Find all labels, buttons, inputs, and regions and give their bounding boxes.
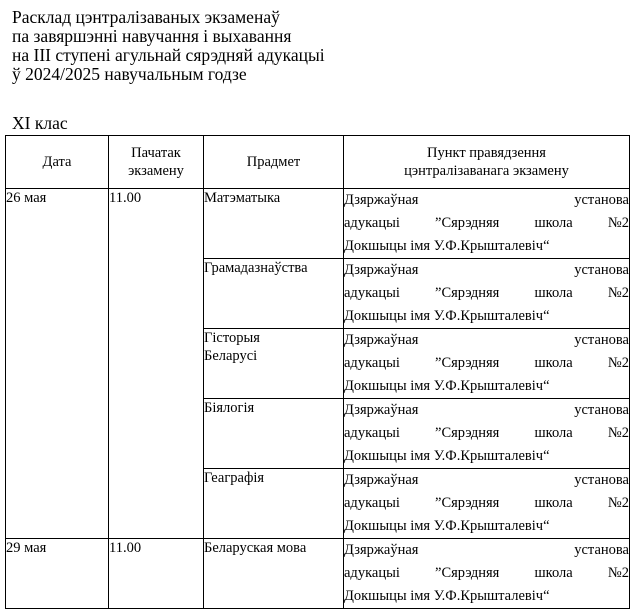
title-line-1: Расклад цэнтралізаваных экзаменаў (12, 7, 280, 27)
title-line-2: па завяршэнні навучання і выхавання (12, 26, 292, 46)
location-cell: Дзяржаўная установа адукацыі ”Сярэдняя школа №2 Докшыцы імя У.Ф.Крышталевіч“ (344, 539, 630, 609)
title-line-4: ў 2024/2025 навучальным годзе (12, 64, 247, 84)
subject-cell: Геаграфія (204, 469, 344, 539)
location-cell: Дзяржаўная установа адукацыі ”Сярэдняя школа №2 Докшыцы імя У.Ф.Крышталевіч“ (344, 399, 630, 469)
location-cell: Дзяржаўная установа адукацыі ”Сярэдняя школа №2 Докшыцы імя У.Ф.Крышталевіч“ (344, 329, 630, 399)
time-cell: 11.00 (109, 539, 204, 609)
header-date: Дата (6, 136, 109, 189)
subject-cell: Грамадазнаўства (204, 259, 344, 329)
location-cell: Дзяржаўная установа адукацыі ”Сярэдняя школа №2 Докшыцы імя У.Ф.Крышталевіч“ (344, 469, 630, 539)
table-row (6, 539, 630, 609)
table-header-row (6, 136, 630, 189)
subject-cell: Беларуская мова (204, 539, 344, 609)
location-cell: Дзяржаўная установа адукацыі ”Сярэдняя школа №2 Докшыцы імя У.Ф.Крышталевіч“ (344, 189, 630, 259)
header-start-time: Пачатак экзамену (109, 136, 204, 189)
header-location: Пункт правядзення цэнтралізаванага экзамену (344, 136, 630, 189)
class-label: ХІ клас (12, 113, 68, 133)
exam-schedule-table (5, 135, 630, 609)
date-cell: 29 мая (6, 539, 109, 609)
date-cell: 26 мая (6, 189, 109, 539)
time-cell: 11.00 (109, 189, 204, 539)
table-row (6, 189, 630, 259)
subject-cell: Матэматыка (204, 189, 344, 259)
title-line-3: на ІІІ ступені агульнай сярэдняй адукацыі (12, 45, 325, 65)
subject-cell: Гісторыя Беларусі (204, 329, 344, 399)
document-title (12, 8, 325, 84)
location-cell: Дзяржаўная установа адукацыі ”Сярэдняя школа №2 Докшыцы імя У.Ф.Крышталевіч“ (344, 259, 630, 329)
header-subject: Прадмет (204, 136, 344, 189)
subject-cell: Біялогія (204, 399, 344, 469)
